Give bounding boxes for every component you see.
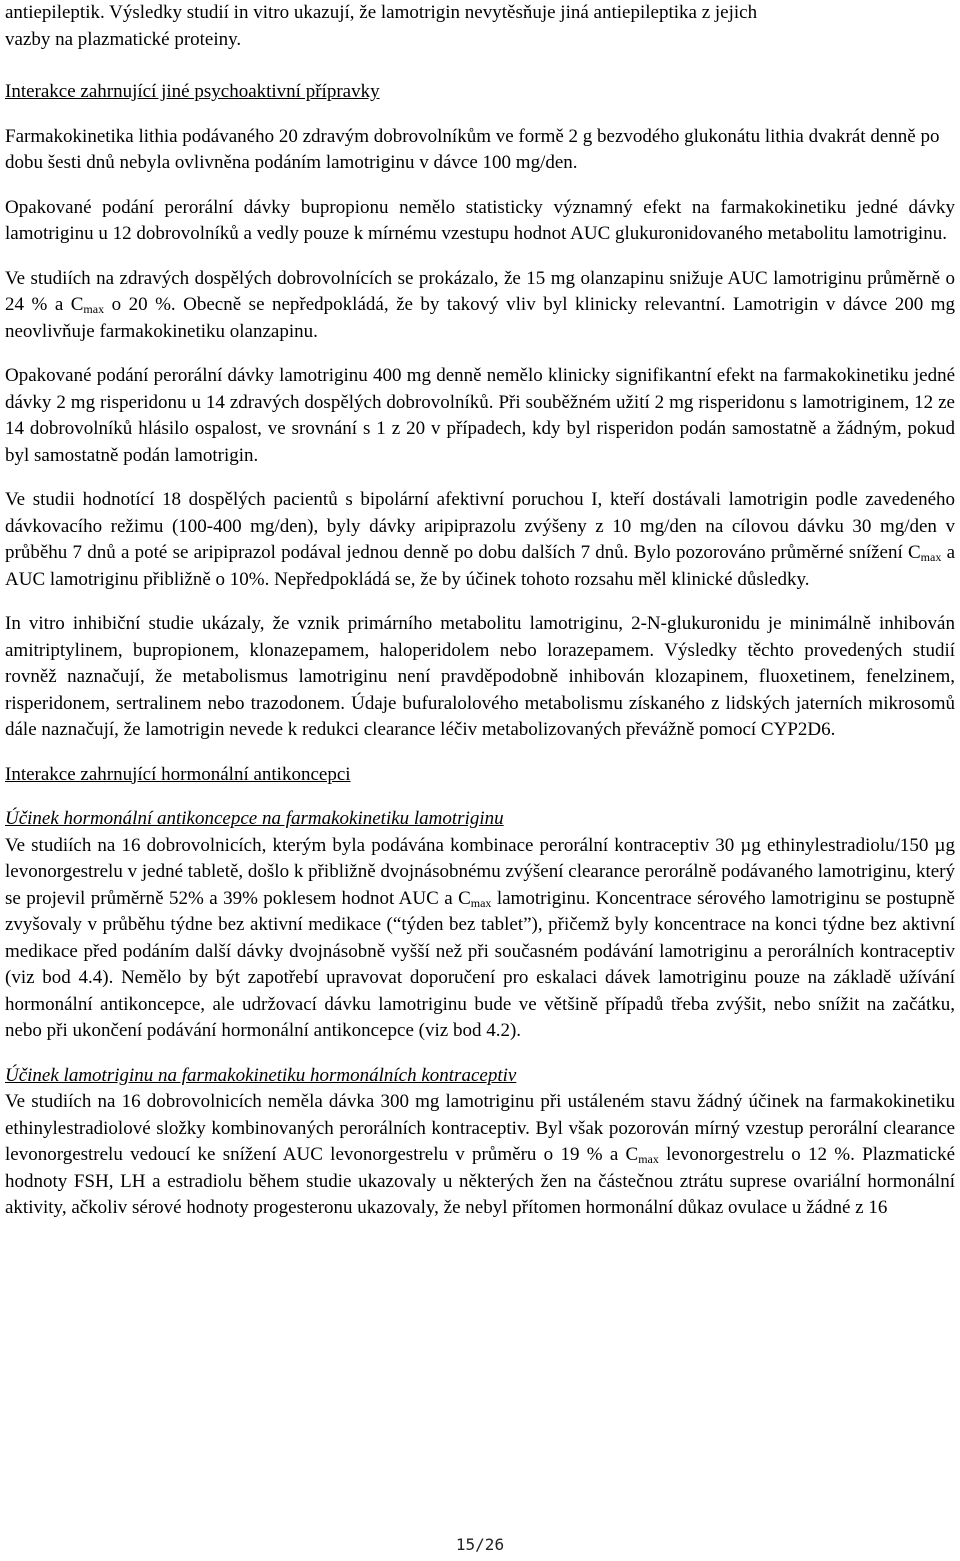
cmax-subscript: max <box>920 550 942 564</box>
contraception-text-b: lamotriginu. Koncentrace sérového lamotriginu se postupně zvyšovaly v průběhu týdne bez aktivní medikace (“týden bez tablet”), přičemž byly koncentrace na konci týdne bez aktivní medikace před podáním další dávky dvojnásobně vyšší než při současném podávání lamotriginu a perorálních kontraceptiv (viz bod 4.4). Nemělo by být zapotřebí upravovat doporučení pro eskalaci dávek lamotriginu pouze na základě užívání hormonální antikoncepce, ale udržovací dávku lamotriginu bude ve většině případů třeba zvýšit, nebo snížit na začátku, nebo při ukončení podávání hormonální antikoncepce (viz bod 4.2). <box>5 887 955 1041</box>
lamotrigine-text-a: Ve studiích na 16 dobrovolnicích neměla dávka 300 mg lamotriginu při ustáleném stavu žádný účinek na farmakokinetiku ethinylestradiolové složky kombinovaných perorálních kontraceptiv. Byl však pozorován mírný vzestup perorální clearance levonorgestrelu vedoucí ke snížení AUC levonorgestrelu v průměru o 19 % a C <box>5 1091 955 1165</box>
subheading-contraception-effect: Účinek hormonální antikoncepce na farmakokinetiku lamotriginu <box>5 808 504 829</box>
paragraph-bupropion: Opakované podání perorální dávky bupropionu nemělo statisticky významný efekt na farmakokinetiku jedné dávky lamotriginu u 12 dobrovolníků a vedly pouze k mírnému vzestupu hodnot AUC glukuronidovaného metabolitu lamotriginu. <box>5 196 955 244</box>
intro-line-2: vazby na plazmatické proteiny. <box>5 28 242 50</box>
section-heading-hormonal: Interakce zahrnující hormonální antikoncepci <box>5 763 351 785</box>
paragraph-lamotrigine-effect <box>5 1089 955 1222</box>
paragraph-in-vitro: In vitro inhibiční studie ukázaly, že vznik primárního metabolitu lamotriginu, 2-N-glukuronidu je minimálně inhibován amitriptylinem, bupropionem, klonazepamem, haloperidolem nebo lorazepamem. Výsledky těchto provedených studií rovněž naznačují, že metabolismus lamotriginu není pravděpodobně inhibován klozapinem, fluoxetinem, fenelzinem, risperidonem, sertralinem nebo trazodonem. Údaje bufuralolového metabolismu získaného z lidských jaterních mikrosomů dále naznačují, že lamotrigin nevede k redukci clearance léčiv metabolizovaných převážně pomocí CYP2D6. <box>5 613 955 740</box>
olanzapine-text-a: Ve studiích na zdravých dospělých dobrovolnících se prokázalo, že 15 mg olanzapinu snižuje AUC lamotriginu průměrně o 24 % a C <box>5 267 955 315</box>
cmax-subscript: max <box>470 895 492 910</box>
paragraph-contraception-effect <box>5 833 955 1045</box>
page-number: 15/26 <box>455 1535 505 1554</box>
cmax-subscript: max <box>83 302 105 316</box>
paragraph-risperidone: Opakované podání perorální dávky lamotriginu 400 mg denně nemělo klinicky signifikantní efekt na farmakokinetiku jedné dávky 2 mg risperidonu u 14 zdravých dospělých dobrovolníků. Při souběžném užití 2 mg risperidonu s lamotriginem, 12 ze 14 dobrovolníků hlásilo ospalost, ve srovnání s 1 z 20 v případech, kdy byl risperidon podán samostatně a žádným, pokud byl samostatně podán lamotrigin. <box>5 365 955 466</box>
subheading-lamotrigine-effect: Účinek lamotriginu na farmakokinetiku hormonálních kontraceptiv <box>5 1064 517 1086</box>
intro-line-1: antiepileptik. Výsledky studií in vitro ukazují, že lamotrigin nevytěsňuje jiná antiepileptika z jejich <box>5 2 758 23</box>
cmax-subscript: max <box>638 1152 659 1166</box>
lamotrigine-text-b: levonorgestrelu o 12 %. Plazmatické hodnoty FSH, LH a estradiolu během studie ukazovaly u některých žen na částečnou ztrátu suprese ovariální hormonální aktivity, ačkoliv sérové hodnoty progesteronu ukazovaly, že nebyl přítomen hormonální důkaz ovulace u žádné z 16 <box>5 1144 955 1218</box>
document-page <box>5 0 955 1222</box>
aripiprazole-text-b: a AUC lamotriginu přibližně o 10%. Nepředpokládá se, že by účinek tohoto rozsahu měl klinické důsledky. <box>5 542 956 590</box>
paragraph-aripiprazole <box>5 487 955 593</box>
paragraph-olanzapine <box>5 266 955 346</box>
contraception-text-a: Ve studiích na 16 dobrovolnicích, kterým byla podávána kombinace perorální kontraceptiv 30 µg ethinylestradiolu/150 µg levonorgestrelu v jedné tabletě, došlo k přibližně dvojnásobnému zvýšení clearance perorálně podávaného lamotriginu, který se projevil průměrně 52% a 39% poklesem hodnot AUC a C <box>5 834 955 909</box>
paragraph-lithium: Farmakokinetika lithia podávaného 20 zdravým dobrovolníkům ve formě 2 g bezvodého glukonátu lithia dvakrát denně po dobu šesti dnů nebyla ovlivněna podáním lamotriginu v dávce 100 mg/den. <box>5 125 940 173</box>
aripiprazole-text-a: Ve studii hodnotící 18 dospělých pacientů s bipolární afektivní poruchou I, kteří dostávali lamotrigin podle zavedeného dávkovacího režimu (100-400 mg/den), byly dávky aripiprazolu zvýšeny z 10 mg/den na cílovou dávku 30 mg/den v průběhu 7 dnů a poté se aripiprazol podával jednou denně po dobu dalších 7 dnů. Bylo pozorováno průměrné snížení C <box>5 489 955 563</box>
olanzapine-text-b: o 20 %. Obecně se nepředpokládá, že by takový vliv byl klinicky relevantní. Lamotrigin v dávce 200 mg neovlivňuje farmakokinetiku olanzapinu. <box>5 294 955 342</box>
section-heading-psychoactive: Interakce zahrnující jiné psychoaktivní přípravky <box>5 81 380 102</box>
